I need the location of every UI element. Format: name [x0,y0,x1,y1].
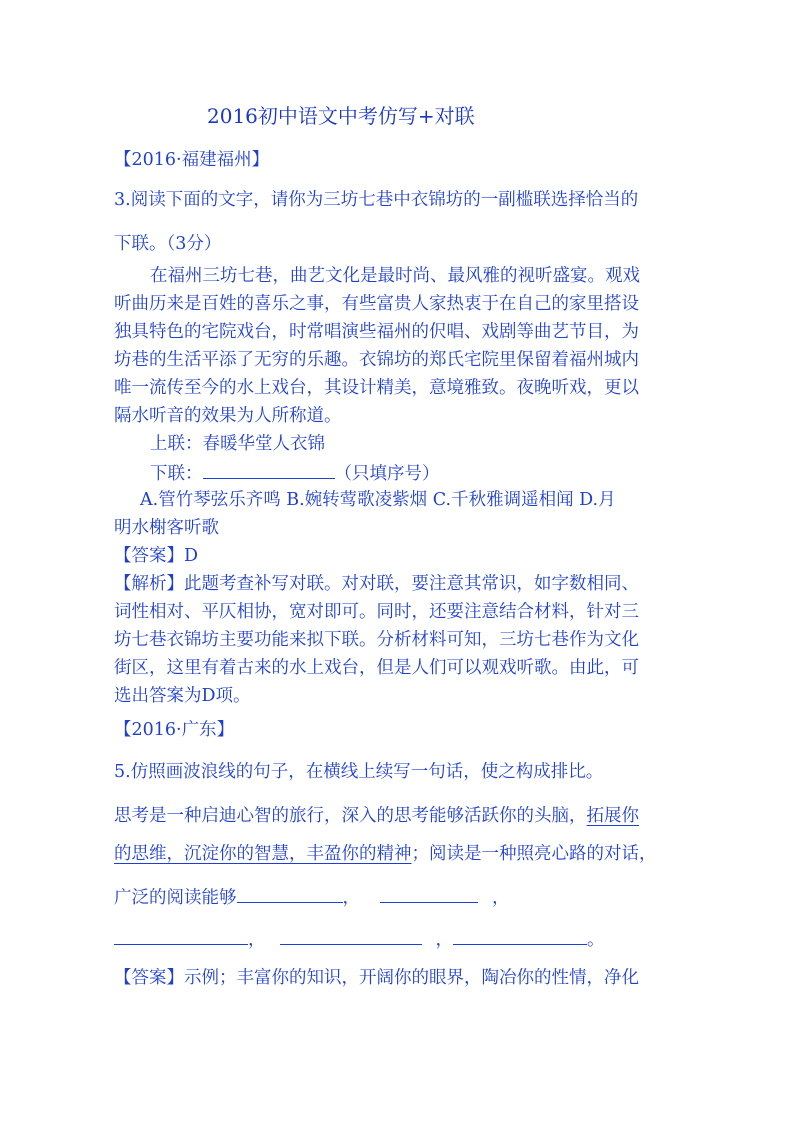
comma: ， [248,930,266,950]
fill-line-2 [114,926,605,952]
answer-3: 【答案】D [114,546,199,566]
passage-line: 坊巷的生活平添了无穷的乐趣。衣锦坊的郑氏宅院里保留着福州城内 [114,350,639,370]
wavy-underlined-text: 的思维，沉淀你的智慧，丰盈你的精神 [114,844,412,864]
page-title: 2016初中语文中考仿写+对联 [207,104,475,128]
upper-couplet: 上联：春暖华堂人衣锦 [150,434,325,454]
analysis-line: 坊七巷衣锦坊主要功能来拟下联。分析材料可知，三坊七巷作为文化 [114,630,639,650]
lower-couplet-hint: （只填序号） [334,464,440,484]
passage-line: 听曲历来是百姓的喜乐之事，有些富贵人家热衷于在自己的家里搭设 [114,294,639,314]
analysis-line: 【解析】此题考查补写对联。对对联，要注意其常识，如字数相同、 [114,574,639,594]
answer-5: 【答案】示例；丰富你的知识，开阔你的眼界，陶冶你的性情，净化 [114,968,639,988]
wavy-underlined-text: 拓展你 [586,806,639,826]
example-text: 思考是一种启迪心智的旅行，深入的思考能够活跃你的头脑， [114,806,587,826]
passage-line: 唯一流传至今的水上戏台，其设计精美，意境雅致。夜晚听戏，更以 [114,378,639,398]
options-line-1: A.管竹琴弦乐齐鸣 B.婉转莺歌凌紫烟 C.千秋雅调遥相闻 D.月 [140,490,616,510]
question-3-line-2: 下联。（3分） [114,234,222,254]
comma: ， [435,930,453,950]
section-tag-guangdong: 【2016·广东】 [114,720,235,740]
example-text: ；阅读是一种照亮心路的对话， [411,844,657,864]
lower-couplet-label: 下联： [150,464,203,484]
fill-blank-2[interactable] [380,884,478,903]
period: 。 [587,930,605,950]
options-line-2: 明水榭客听歌 [114,518,219,538]
question-5: 5.仿照画波浪线的句子，在横线上续写一句话，使之构成排比。 [114,762,604,782]
fill-line-1 [114,884,510,910]
example-line-2 [114,842,657,866]
fill-blank-1[interactable] [237,884,343,903]
analysis-line: 选出答案为D项。 [114,686,251,706]
section-tag-fuzhou: 【2016·福建福州】 [114,150,270,170]
analysis-line: 街区，这里有着古来的水上戏台，但是人们可以观戏听歌。由此，可 [114,658,639,678]
comma: ， [342,888,360,908]
passage-line: 在福州三坊七巷，曲艺文化是最时尚、最风雅的视听盛宴。观戏 [150,266,640,286]
fill-prompt: 广泛的阅读能够 [114,888,237,908]
fill-blank-4[interactable] [280,926,422,945]
lower-couplet-line [150,460,440,486]
analysis-line: 词性相对、平仄相协，宽对即可。同时，还要注意结合材料，针对三 [114,602,639,622]
question-3-line-1: 3.阅读下面的文字，请你为三坊七巷中衣锦坊的一副槛联选择恰当的 [114,190,639,210]
comma: ， [492,888,510,908]
lower-couplet-blank [203,460,335,479]
passage-line: 隔水听音的效果为人所称道。 [114,406,342,426]
passage-line: 独具特色的宅院戏台，时常唱演些福州的伬唱、戏剧等曲艺节目，为 [114,322,639,342]
fill-blank-3[interactable] [114,926,248,945]
example-line-1 [114,804,639,828]
fill-blank-5[interactable] [453,926,587,945]
